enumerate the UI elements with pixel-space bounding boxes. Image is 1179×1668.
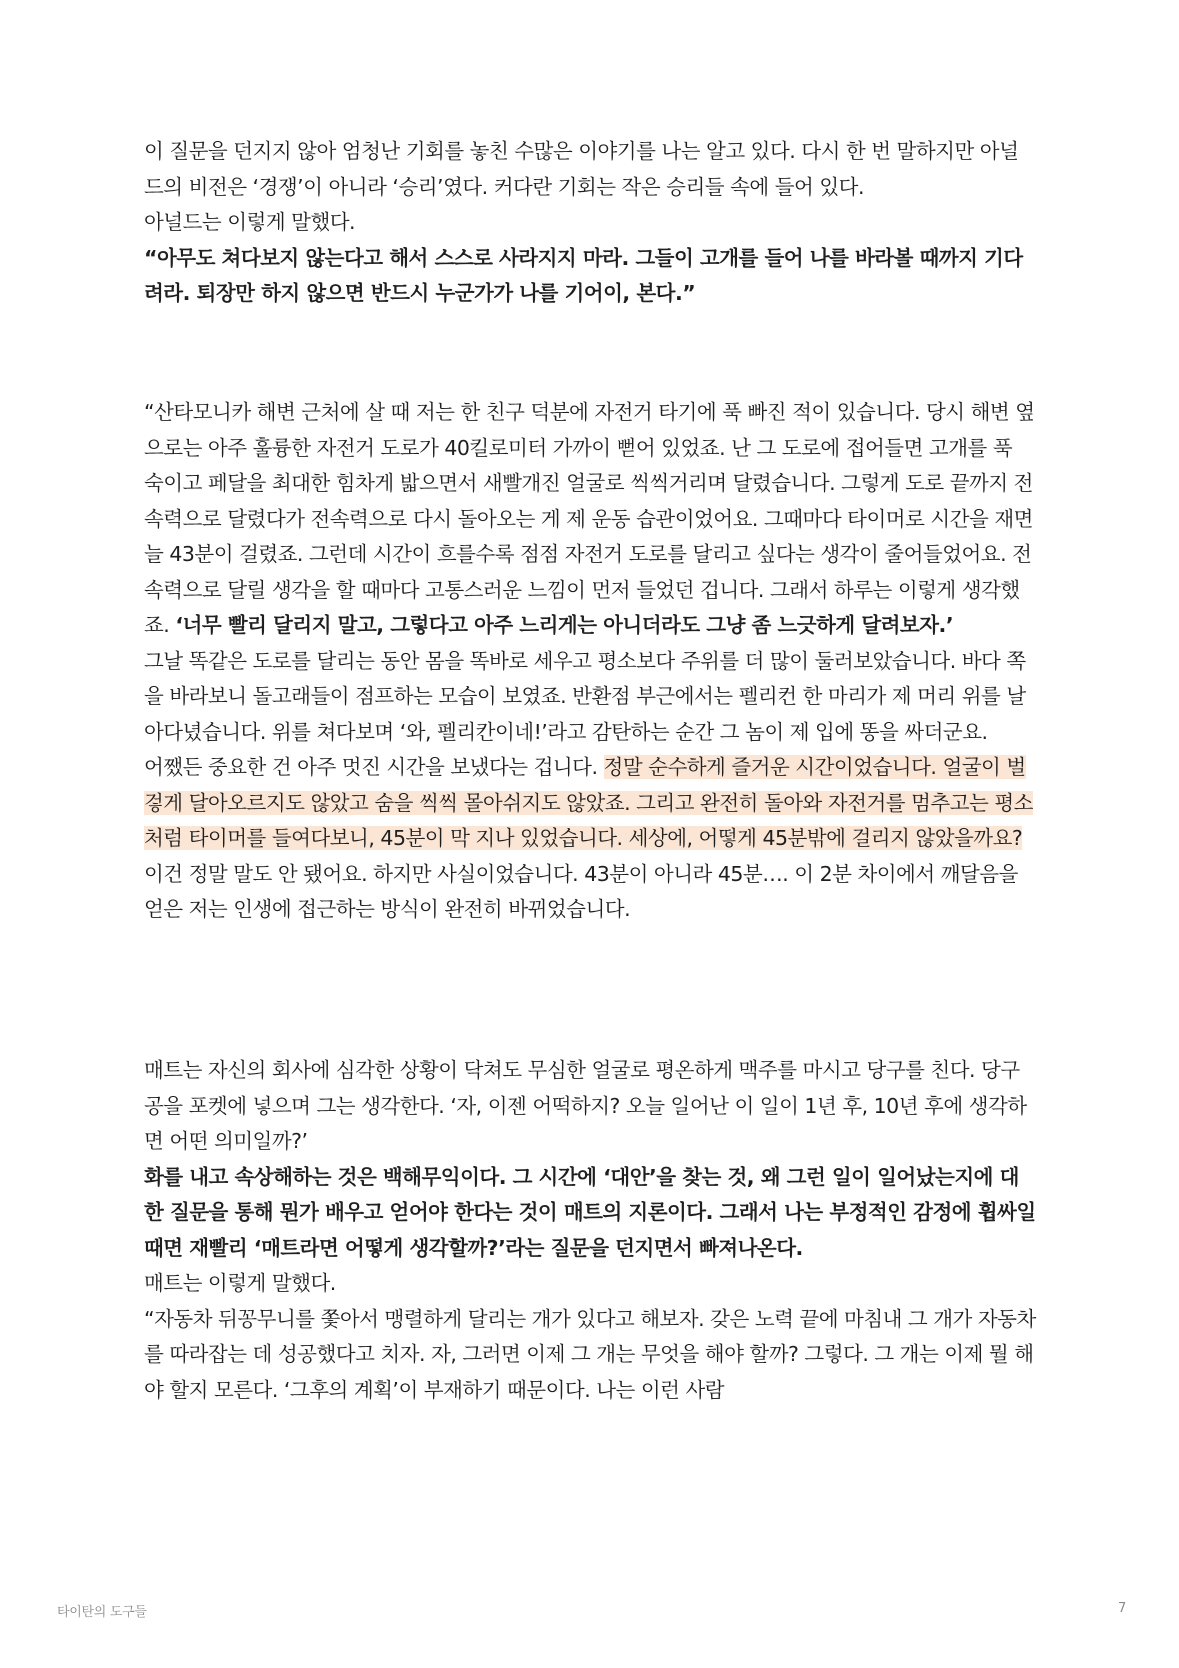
- paragraph: 아널드는 이렇게 말했다.: [144, 210, 356, 234]
- paragraph-bold: 화를 내고 속상해하는 것은 백해무익이다. 그 시간에 ‘대안’을 찾는 것, 왜 그런 일이 일어났는지에 대한 질문을 통해 뭔가 배우고 얻어야 한다는 것이 매트의 지론이다. 그래서 나는 부정적인 감정에 휩싸일 때면 재빨리 ‘매트라면 어떻게 생각할까?’라는 질문을 던지면서 빠져나온다.: [144, 1164, 1036, 1260]
- paragraph: 그날 똑같은 도로를 달리는 동안 몸을 똑바로 세우고 평소보다 주위를 더 많이 둘러보았습니다. 바다 쪽을 바라보니 돌고래들이 점프하는 모습이 보였죠. 반환점 부근에서는 펠리컨 한 마리가 제 머리 위를 날아다녔습니다. 위를 쳐다보며 ‘와, 펠리칸이네!’라고 감탄하는 순간 그 놈이 제 입에 똥을 싸더군요.: [144, 648, 1026, 744]
- section-matt: [144, 1053, 1036, 1408]
- emphasis-bold: ‘너무 빨리 달리지 말고, 그렇다고 아주 느리게는 아니더라도 그냥 좀 느긋하게 달려보자.’: [175, 613, 954, 637]
- paragraph: 매트는 자신의 회사에 심각한 상황이 닥쳐도 무심한 얼굴로 평온하게 맥주를 마시고 당구를 친다. 당구공을 포켓에 넣으며 그는 생각한다. ‘자, 이젠 어떡하지? 오늘 일어난 이 일이 1년 후, 10년 후에 생각하면 어떤 의미일까?’: [144, 1058, 1027, 1153]
- highlighted-text: 정말 순수하게 즐거운 시간이었습니다. 얼굴이 벌겋게 달아오르지도 않았고 숨을 씩씩 몰아쉬지도 않았죠. 그리고 완전히 돌아와 자전거를 멈추고는 평소처럼 타이머를 들여다보니, 45분이 막 지나 있었습니다. 세상에, 어떻게 45분밖에 걸리지 않았을까요?: [144, 755, 1033, 850]
- section-bicycle-story: [144, 395, 1036, 928]
- paragraph: [144, 750, 1036, 928]
- section-arnold: [144, 134, 1036, 312]
- paragraph: 매트는 이렇게 말했다.: [144, 1271, 336, 1295]
- footer-book-title: 타이탄의 도구들: [57, 1605, 147, 1620]
- paragraph-text: “산타모니카 해변 근처에 살 때 저는 한 친구 덕분에 자전거 타기에 푹 빠진 적이 있습니다. 당시 해변 옆으로는 아주 훌륭한 자전거 도로가 40킬로미터 가까이 뻗어 있었죠. 난 그 도로에 접어들면 고개를 푹 숙이고 페달을 최대한 힘차게 밟으면서 새빨개진 얼굴로 씩씩거리며 달렸습니다. 그렇게 도로 끝까지 전속력으로 달렸다가 전속력으로 다시 돌아오는 게 제 운동 습관이었어요. 그때마다 타이머로 시간을 재면 늘 43분이 걸렸죠. 그런데 시간이 흐를수록 점점 자전거 도로를 달리고 싶다는 생각이 줄어들었어요. 전속력으로 달릴 생각을 할 때마다 고통스러운 느낌이 먼저 들었던 겁니다. 그래서 하루는 이렇게 생각했죠.: [144, 400, 1035, 637]
- paragraph: “자동차 뒤꽁무니를 쫓아서 맹렬하게 달리는 개가 있다고 해보자. 갖은 노력 끝에 마침내 그 개가 자동차를 따라잡는 데 성공했다고 치자. 자, 그러면 이제 그 개는 무엇을 해야 할까? 그렇다. 그 개는 이제 뭘 해야 할지 모른다. ‘그후의 계획’이 부재하기 때문이다. 나는 이런 사람: [144, 1306, 1036, 1402]
- page-number: 7: [1118, 1601, 1127, 1616]
- paragraph: [144, 395, 1036, 644]
- paragraph: 이 질문을 던지지 않아 엄청난 기회를 놓친 수많은 이야기를 나는 알고 있다. 다시 한 번 말하지만 아널드의 비전은 ‘경쟁’이 아니라 ‘승리’였다. 커다란 기회는 작은 승리들 속에 들어 있다.: [144, 139, 1019, 199]
- paragraph-text: 이건 정말 말도 안 됐어요. 하지만 사실이었습니다. 43분이 아니라 45분…. 이 2분 차이에서 깨달음을 얻은 저는 인생에 접근하는 방식이 완전히 바뀌었습니다.: [144, 861, 1018, 921]
- paragraph-text: 어쨌든 중요한 건 아주 멋진 시간을 보냈다는 겁니다.: [144, 755, 604, 779]
- quote-bold: “아무도 쳐다보지 않는다고 해서 스스로 사라지지 마라. 그들이 고개를 들어 나를 바라볼 때까지 기다려라. 퇴장만 하지 않으면 반드시 누군가가 나를 기어이, 본다.”: [144, 245, 1023, 305]
